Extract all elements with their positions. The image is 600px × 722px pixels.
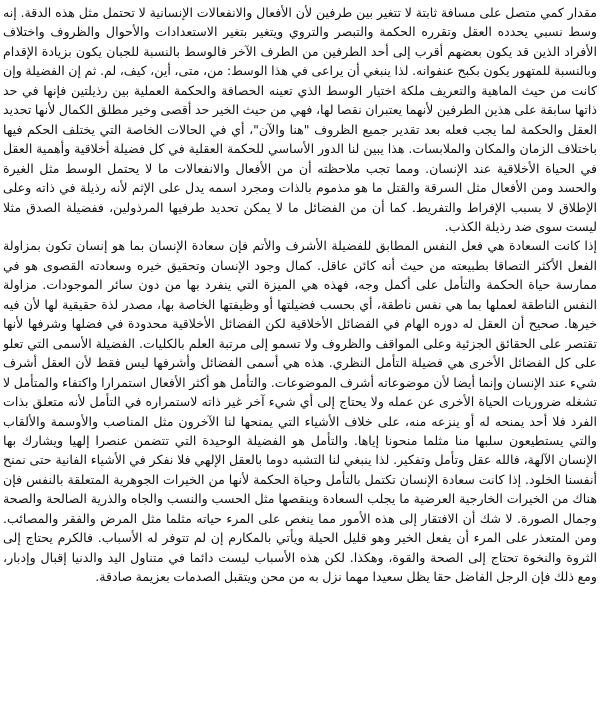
paragraph-2: إذا كانت السعادة هي فعل النفس المطابق للفضيلة الأشرف والأتم فإن سعادة الإنسان بما هو إنسان تكون بمزاولة الفعل الأكثر التصاقا بطبيعته من حيث أنه كائن عاقل. كمال وجود الإنسان وتحقيق خيره وسعادته القصوى هو في ممارسة حياة الحكمة والتأمل على أكمل وجه، فهذه هي الميزة التي ينفرد بها من دون سائر الموجودات. مزاولة النفس الناطقة لعملها بما هي نفس ناطقة، أي بحسب فضيلتها أو وظيفتها الخاصة بها، مصدر لذة حقيقية لها لأن فيه خيرها. صحيح أن العقل له دوره الهام في الفضائل الأخلاقية لكن الفضائل الأخلاقية محدودة في فضلها وشرفها لأنها تقتصر على الحقائق الجزئية وعلى المواقف والظروف ولا تسمو إلى مرتبة العلم بالكليات. الفضيلة الأسمى التي تعلو على كل الفضائل الأخرى هي فضيلة التأمل النظري. هذه هي أسمى الفضائل وأشرفها ليس فقط لأن العقل أشرف شيء عند الإنسان وإنما أيضا لأن موضوعاته أشرف الموضوعات. والتأمل هو أكثر الأفعال استمرارا واكتفاء والمتأمل لا تشغله ضروريات الحياة الأخرى عن عمله ولا يحتاج إلى أي شيء آخر غير ذاته لاستمراره في التأمل لأنه متعلق بذات الفرد فلا أحد يمنحه له أو ينزعه منه، على خلاف الأشياء التي يمنحها لنا الآخرون مثل المناصب والأوسمة والألقاب والتي يستطيعون سلبها منا مثلما منحونا إياها. والتأمل هو الفضيلة الوحيدة التي تتضمن عنصرا إلهيا ويشارك بها الإنسان الآلهة، فالله عقل وتأمل وتفكير. لذا ينبغي لنا التشبه دوما بالعقل الإلهي فلا نفكر في الأشياء الفانية حتى نمنح أنفسنا الخلود. إذا كانت سعادة الإنسان تكتمل بالتأمل وحياة الحكمة لأنها من الخيرات الجوهرية المتعلقة بالنفس فإن هناك من الخيرات الخارجية العرضية ما يجلب السعادة وينقصها مثل الحسب والنسب والجاه والذرية الصالحة والصحة وجمال الصورة. لا شك أن الافتقار إلى هذه الأمور مما ينغص على المرء حياته مثلما مثل المرض والفقر والمصائب. ومن المتعذر على المرء أن يفعل الخير وهو قليل الحيلة ويأتي بالمكارم إن لم تتوفر له الأسباب. فالكرم يحتاج إلى الثروة والنخوة تحتاج إلى الصحة والقوة، وهكذا. لكن هذه الأسباب ليست دائما في متناول اليد والدنيا إقبال وإدبار، ومع ذلك فإن الرجل الفاضل حقا يظل سعيدا مهما نزل به من محن ويتقبل الصدمات بعزيمة صادقة.	[3, 238, 597, 585]
paragraph-1: مقدار كمي متصل على مسافة ثابتة لا تتغير بين طرفين لأن الأفعال والانفعالات الإنسانية لا تحتمل مثل هذه الدقة. إنه وسط نسبي يحدده العقل وتقرره الحكمة والتبصر والتروي ويتغير بتغير الاستعدادات والأحوال والظروف واختلاف الأفراد الذين قد يكون بعضهم أقرب إلى أحد الطرفين من الطرف الآخر فالوسط بالنسبة للجبان يكون بزيادة الإقدام وبالنسبة للمتهور يكون بكبح عنفوانه. لذا ينبغي أن يراعى في هذا الوسط: من، متى، أين، كيف، لم. ثم إن الفضيلة وإن كانت من حيث الماهية والتعريف ملكة اختيار الوسط الذي تعينه الحصافة والحكمة العملية بين رذيلتين فإنها في حد ذاتها سابقة على هذين الطرفين لأنهما يعتبران نقصا لها، فهي من حيث الخير حد أقصى وخير مطلق الكمال لأنها تحديد العقل والحكمة لما يجب فعله بعد تقدير جميع الظروف "هنا والآن"، أي في الحالات الخاصة التي يختلف الحكم فيها باختلاف الزمان والمكان والملابسات. هذا يبين لنا الدور الأساسي للحكمة العقلية في كل فضيلة أخلاقية وأهمية العقل في الحياة الأخلاقية عند الإنسان. ومما تجب ملاحظته أن من الأفعال والانفعالات ما لا يحتمل الوسط مثل الغيرة والحسد ومن الأفعال مثل السرقة والقتل ما هو مذموم بالذات ومجرد اسمه يدل على الإثم لأنه رذيلة في ذاته وعلى الإطلاق لا بسبب الإفراط والتفريط. كما أن من الفضائل ما لا يمكن تحديد طرفيها المرذولين، ففضيلة الصدق مثلا ليست سوى ضد رذيلة الكذب.	[3, 5, 597, 234]
document-page	[3, 3, 597, 719]
